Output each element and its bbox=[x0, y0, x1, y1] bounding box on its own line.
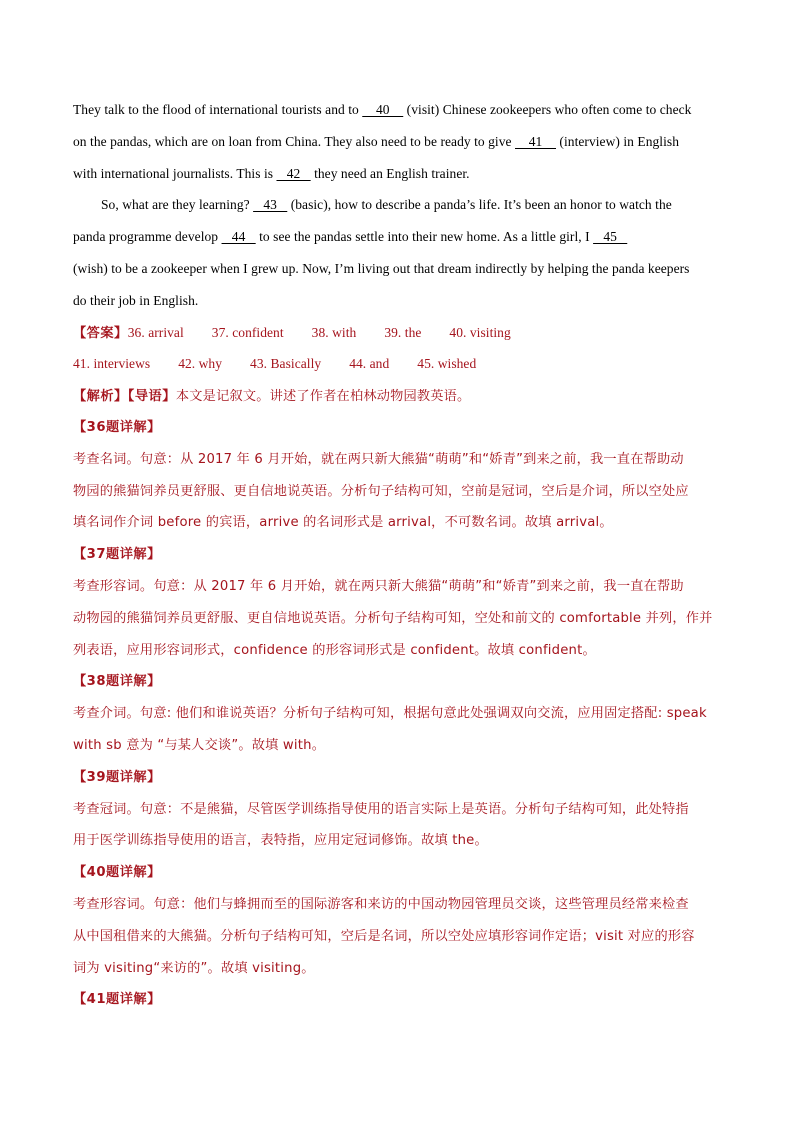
detail-line: 词为 visiting“来访的”。故填 visiting。 bbox=[73, 960, 315, 976]
answer-item: 41. interviews bbox=[73, 356, 151, 372]
analysis-line bbox=[73, 380, 733, 412]
detail-line: 考查介词。句意: 他们和谁说英语？分析句子结构可知，根据句意此处强调双向交流，应用固定搭配: speak bbox=[73, 706, 707, 722]
answer-row-1 bbox=[73, 317, 733, 349]
answer-item: 37. confident bbox=[211, 324, 284, 340]
detail-line: 物园的熊猫饲养员更舒服、更自信地说英语。分析句子结构可知，空前是冠词，空后是介词，所以空处应 bbox=[73, 483, 689, 499]
passage-line-5 bbox=[73, 221, 733, 253]
passage-line-2 bbox=[73, 126, 733, 158]
detail-heading-40: 【40题详解】 bbox=[73, 865, 161, 881]
blank-43: 43 bbox=[253, 197, 288, 213]
detail-line: 动物园的熊猫饲养员更舒服、更自信地说英语。分析句子结构可知，空处和前文的 comfortable 并列，作并 bbox=[73, 610, 713, 626]
answer-item: 44. and bbox=[349, 356, 390, 372]
blank-42: 42 bbox=[276, 165, 311, 181]
passage-line-7: do their job in English. bbox=[73, 292, 199, 308]
detail-line: 填名词作介词 before 的宾语，arrive 的名词形式是 arrival，不可数名词。故填 arrival。 bbox=[73, 515, 613, 531]
detail-line: 用于医学训练指导使用的语言，表特指，应用定冠词修饰。故填 the。 bbox=[73, 833, 488, 849]
analysis-text: 本文是记叙文。讲述了作者在柏林动物园教英语。 bbox=[175, 389, 471, 405]
blank-45: 45 bbox=[593, 229, 628, 245]
passage-text: (visit) Chinese zookeepers who often come to check bbox=[403, 102, 692, 117]
answer-item: 38. with bbox=[311, 324, 357, 340]
detail-heading-36: 【36题详解】 bbox=[73, 419, 161, 435]
document-page bbox=[73, 94, 733, 1016]
answer-row-2 bbox=[73, 348, 733, 380]
passage-line-1 bbox=[73, 94, 733, 126]
detail-line: 列表语，应用形容词形式，confidence 的形容词形式是 confident。故填 confident。 bbox=[73, 642, 596, 658]
passage-text: (basic), how to describe a panda’s life. It’s been an honor to watch the bbox=[287, 197, 672, 213]
detail-line: 考查形容词。句意：从 2017 年 6 月开始，就在两只新大熊猫“萌萌”和“娇青”到来之前，我一直在帮助 bbox=[73, 578, 684, 594]
passage-text: with international journalists. This is bbox=[73, 165, 277, 181]
detail-line: 从中国租借来的大熊猫。分析句子结构可知，空后是名词，所以空处应填形容词作定语；visit 对应的形容 bbox=[73, 928, 695, 944]
answer-label: 【答案】 bbox=[73, 325, 128, 341]
answer-item: 45. wished bbox=[417, 356, 477, 372]
passage-text: panda programme develop bbox=[73, 229, 222, 245]
passage-text: they need an English trainer. bbox=[310, 165, 470, 181]
answer-item: 42. why bbox=[178, 356, 223, 372]
detail-heading-41: 【41题详解】 bbox=[73, 992, 161, 1008]
answer-item: 39. the bbox=[384, 324, 422, 340]
detail-heading-37: 【37题详解】 bbox=[73, 547, 161, 563]
passage-line-3 bbox=[73, 158, 733, 190]
passage-line-6: (wish) to be a zookeeper when I grew up. Now, I’m living out that dream indirectly by helping the panda keepers bbox=[73, 260, 690, 276]
passage-text: So, what are they learning? bbox=[101, 197, 254, 213]
answer-item: 40. visiting bbox=[449, 324, 511, 340]
blank-40: 40 bbox=[362, 102, 404, 117]
detail-heading-39: 【39题详解】 bbox=[73, 769, 161, 785]
passage-text: They talk to the flood of international tourists and to bbox=[73, 102, 363, 117]
detail-line: 考查冠词。句意：不是熊猫，尽管医学训练指导使用的语言实际上是英语。分析句子结构可知，此处特指 bbox=[73, 801, 689, 817]
blank-44: 44 bbox=[221, 229, 256, 245]
detail-line: with sb 意为 “与某人交谈”。故填 with。 bbox=[73, 737, 326, 753]
detail-line: 考查名词。句意：从 2017 年 6 月开始，就在两只新大熊猫“萌萌”和“娇青”到来之前，我一直在帮助动 bbox=[73, 451, 684, 467]
passage-line-4 bbox=[73, 189, 733, 221]
analysis-label: 【解析】【导语】 bbox=[73, 389, 176, 405]
answer-item: 36. arrival bbox=[127, 324, 184, 340]
detail-line: 考查形容词。句意：他们与蜂拥而至的国际游客和来访的中国动物园管理员交谈，这些管理员经常来检查 bbox=[73, 896, 689, 912]
detail-heading-38: 【38题详解】 bbox=[73, 674, 161, 690]
passage-text: on the pandas, which are on loan from China. They also need to be ready to give bbox=[73, 133, 515, 149]
passage-text: (interview) in English bbox=[556, 133, 679, 149]
answer-item: 43. Basically bbox=[250, 356, 322, 372]
blank-41: 41 bbox=[515, 133, 556, 149]
passage-text: to see the pandas settle into their new home. As a little girl, I bbox=[255, 229, 594, 245]
